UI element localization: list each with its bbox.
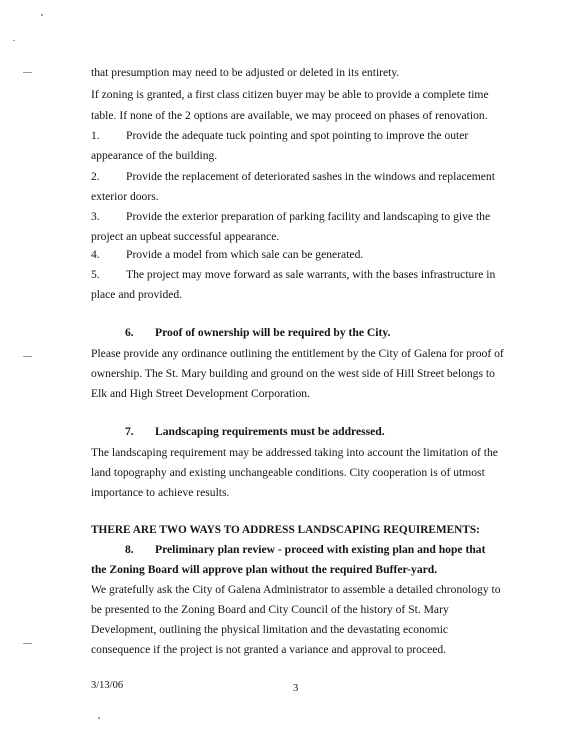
section-number: 8. — [125, 543, 134, 556]
scan-speck — [13, 40, 15, 41]
item-text: Provide a model from which sale can be generated. — [126, 248, 364, 261]
margin-tick — [23, 72, 32, 73]
list-item — [91, 170, 495, 184]
item-continuation: exterior doors. — [91, 190, 159, 203]
body-line: Elk and High Street Development Corporation. — [91, 387, 310, 400]
section-number: 7. — [125, 425, 134, 438]
item-continuation: appearance of the building. — [91, 149, 218, 162]
margin-tick — [23, 356, 32, 357]
item-number: 5. — [91, 268, 100, 281]
list-item — [91, 129, 468, 143]
list-item — [91, 248, 363, 262]
list-item — [91, 210, 490, 224]
item-text: Provide the adequate tuck pointing and spot pointing to improve the outer — [126, 129, 469, 142]
item-number: 3. — [91, 210, 100, 223]
section-heading — [125, 543, 485, 557]
scan-speck — [98, 717, 100, 719]
item-text: Provide the replacement of deteriorated sashes in the windows and replacement — [126, 170, 495, 183]
body-line: importance to achieve results. — [91, 486, 230, 499]
section-title: Proof of ownership will be required by the City. — [155, 326, 391, 339]
body-line: We gratefully ask the City of Galena Administrator to assemble a detailed chronology to — [91, 583, 501, 596]
intro-line: that presumption may need to be adjusted or deleted in its entirety. — [91, 66, 400, 79]
footer-date: 3/13/06 — [91, 680, 124, 691]
section-heading — [125, 425, 385, 439]
section-title: Landscaping requirements must be addressed. — [155, 425, 385, 438]
item-number: 1. — [91, 129, 100, 142]
intro-line: table. If none of the 2 options are available, we may proceed on phases of renovation. — [91, 109, 488, 122]
body-line: consequence if the project is not granted a variance and approval to proceed. — [91, 643, 447, 656]
list-item — [91, 268, 495, 282]
item-text: Provide the exterior preparation of parking facility and landscaping to give the — [126, 210, 491, 223]
body-line: The landscaping requirement may be addressed taking into account the limitation of the — [91, 446, 498, 459]
item-continuation: place and provided. — [91, 288, 183, 301]
item-text: The project may move forward as sale warrants, with the bases infrastructure in — [126, 268, 496, 281]
item-number: 4. — [91, 248, 100, 261]
body-line: Please provide any ordinance outlining the entitlement by the City of Galena for proof of — [91, 347, 504, 360]
body-line: Development, outlining the physical limitation and the devastating economic — [91, 623, 449, 636]
item-number: 2. — [91, 170, 100, 183]
body-line: be presented to the Zoning Board and City Council of the history of St. Mary — [91, 603, 449, 616]
section-number: 6. — [125, 326, 134, 339]
scan-speck — [41, 14, 43, 16]
margin-tick — [23, 643, 32, 644]
page-number: 3 — [293, 683, 299, 694]
section-heading — [125, 326, 390, 340]
body-line: ownership. The St. Mary building and ground on the west side of Hill Street belongs to — [91, 367, 495, 380]
intro-line: If zoning is granted, a first class citizen buyer may be able to provide a complete time — [91, 88, 489, 101]
body-line: land topography and existing unchangeable conditions. City cooperation is of utmost — [91, 466, 485, 479]
section-title-continuation: the Zoning Board will approve plan without the required Buffer-yard. — [91, 563, 438, 576]
item-continuation: project an upbeat successful appearance. — [91, 230, 280, 243]
caps-heading: THERE ARE TWO WAYS TO ADDRESS LANDSCAPING REQUIREMENTS: — [91, 524, 480, 536]
section-title: Preliminary plan review - proceed with existing plan and hope that — [155, 543, 486, 556]
